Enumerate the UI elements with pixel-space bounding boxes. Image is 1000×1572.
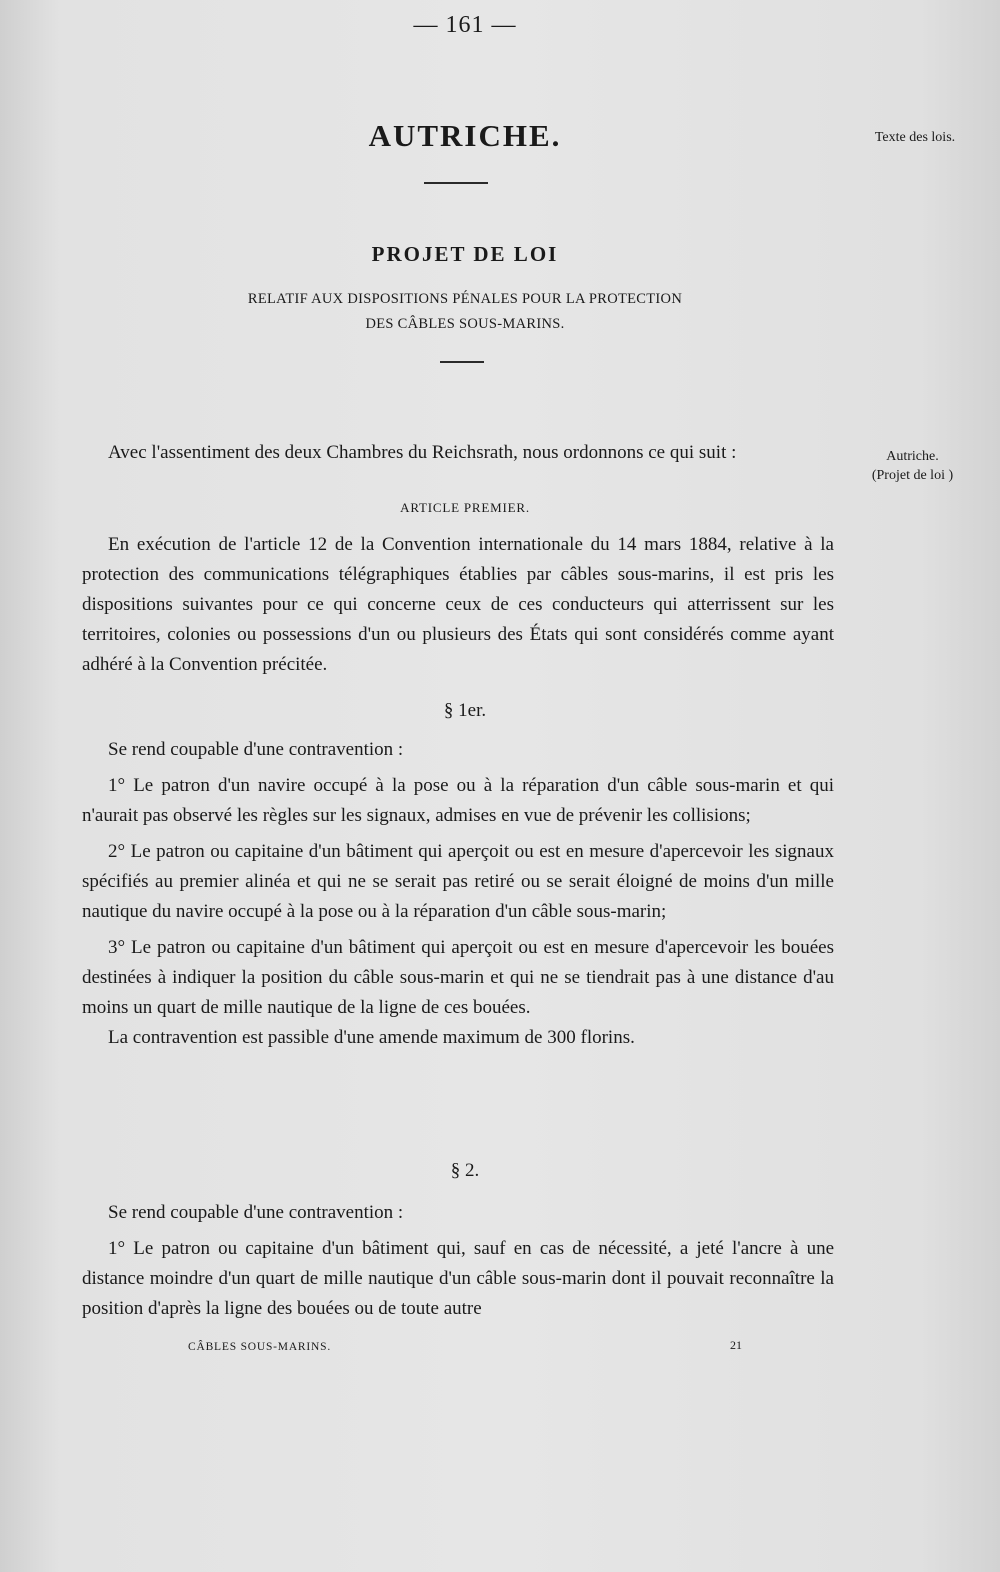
margin-note-side-line-1: Autriche. <box>886 449 939 464</box>
section-1-item-3: 3° Le patron ou capitaine d'un bâtiment qui aperçoit ou est en mesure d'apercevoir les bouées destinées à indiquer la position du câble sous-marin et qui ne se tiendrait pas à une distance d'au moins un quart de mille nautique de la ligne de ces bouées. <box>82 937 834 1018</box>
section-2-item-1: 1° Le patron ou capitaine d'un bâtiment qui, sauf en cas de nécessité, a jeté l'ancre à une distance moindre d'un quart de mille nautique d'un câble sous-marin dont il pouvait reconnaître la position d'après la ligne des bouées ou de toute autre <box>82 1238 834 1319</box>
section-1-item-2: 2° Le patron ou capitaine d'un bâtiment qui aperçoit ou est en mesure d'apercevoir les signaux spécifiés au premier alinéa et qui ne se serait pas retiré ou se serait éloigné de moins d'un mille nautique du navire occupé à la pose ou à la réparation d'un câble sous-marin; <box>82 841 834 922</box>
article-heading: ARTICLE PREMIER. <box>400 500 530 515</box>
section-2-heading: § 2. <box>450 1160 480 1181</box>
law-subtitle: PROJET DE LOI <box>371 242 559 266</box>
section-1-heading: § 1er. <box>443 700 487 721</box>
intro-paragraph <box>82 438 842 468</box>
intro-text: Avec l'assentiment des deux Chambres du Reichsrath, nous ordonnons ce qui suit : <box>108 442 737 463</box>
article-text: En exécution de l'article 12 de la Convention internationale du 14 mars 1884, relative à la protection des communications télégraphiques établies par câbles sous-marins, il est pris les dispositions suivantes pour ce qui concerne ceux de ces conducteurs qui atterrissent sur les territoires, colonies ou possessions d'un ou plusieurs des États qui sont considérés comme ayant adhéré à la Convention précitée. <box>82 534 834 675</box>
law-description <box>0 287 930 337</box>
divider-top <box>424 182 488 184</box>
section-2-body <box>82 1198 834 1324</box>
margin-note-top: Texte des lois. <box>874 130 956 145</box>
section-1-item-1: 1° Le patron d'un navire occupé à la pose ou à la réparation d'un câble sous-marin et qui n'aurait pas observé les règles sur les signaux, admises en vue de prévenir les collisions; <box>82 775 834 826</box>
section-1-lead: Se rend coupable d'une contravention : <box>108 739 404 760</box>
page-number: — 161 — <box>413 12 517 38</box>
law-description-line-2: DES CÂBLES SOUS-MARINS. <box>365 316 565 332</box>
law-description-line-1: RELATIF AUX DISPOSITIONS PÉNALES POUR LA PROTECTION <box>247 291 683 307</box>
margin-note-side-line-2: (Projet de loi ) <box>871 468 954 483</box>
margin-note-side <box>855 447 970 485</box>
article-body <box>82 530 834 680</box>
footer-signature: 21 <box>730 1338 742 1352</box>
divider-middle <box>440 361 484 363</box>
footer-title: CÂBLES SOUS-MARINS. <box>188 1341 332 1353</box>
section-1-body <box>82 735 834 1053</box>
section-2-lead: Se rend coupable d'une contravention : <box>108 1202 404 1223</box>
section-1-penalty: La contravention est passible d'une amende maximum de 300 florins. <box>108 1027 635 1048</box>
page-title: AUTRICHE. <box>368 118 562 153</box>
